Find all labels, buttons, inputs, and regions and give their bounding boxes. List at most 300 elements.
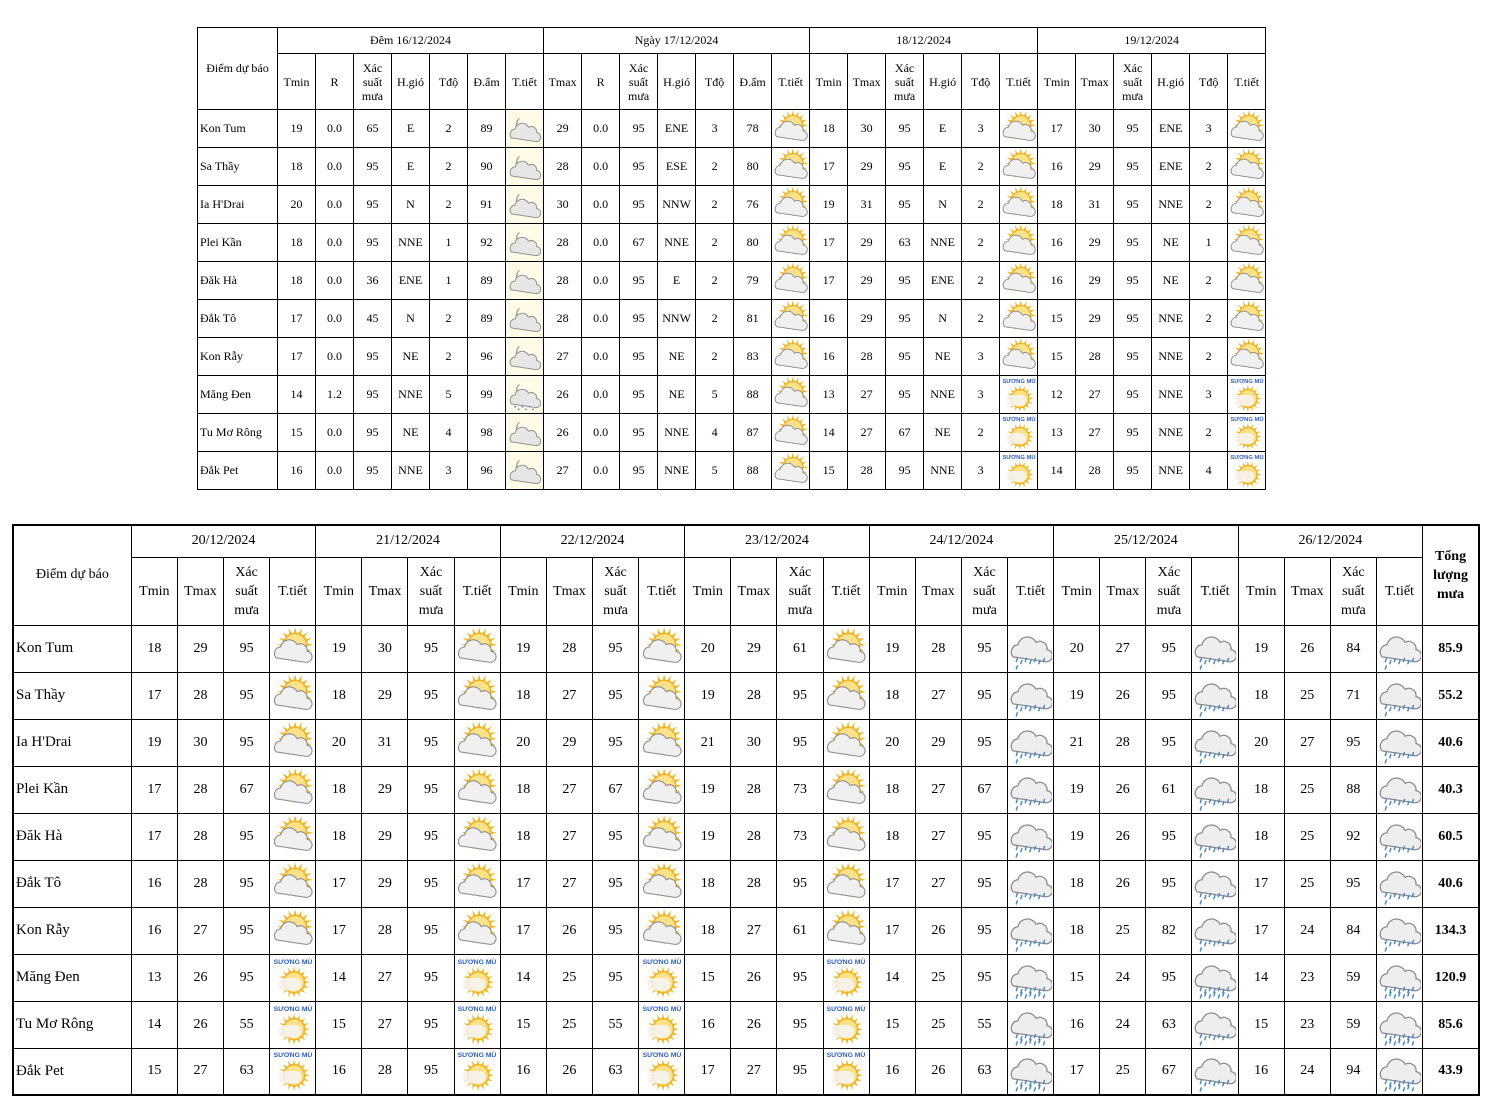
value-cell: 95 xyxy=(1146,954,1192,1001)
value-cell: 19 xyxy=(131,719,177,766)
value-cell: 95 xyxy=(886,376,924,414)
heavy-rain-icon xyxy=(1010,1050,1052,1092)
value-cell: NNW xyxy=(658,300,696,338)
value-cell: 19 xyxy=(685,672,731,719)
value-cell: 0.0 xyxy=(316,452,354,490)
value-cell: 95 xyxy=(777,954,823,1001)
col-header-ttiet: T.tiết xyxy=(454,557,500,625)
value-cell: 26 xyxy=(1100,672,1146,719)
fog-icon xyxy=(1229,415,1265,451)
col-header-tmin: Tmin xyxy=(1238,557,1284,625)
value-cell: 95 xyxy=(354,452,392,490)
value-cell: 91 xyxy=(468,186,506,224)
col-header-hgio: H.gió xyxy=(658,54,696,110)
value-cell: 17 xyxy=(810,262,848,300)
value-cell: 16 xyxy=(685,1001,731,1048)
value-cell: 14 xyxy=(869,954,915,1001)
value-cell: 26 xyxy=(1100,766,1146,813)
value-cell: 95 xyxy=(354,186,392,224)
value-cell: 28 xyxy=(848,338,886,376)
value-cell: 28 xyxy=(177,672,223,719)
value-cell: 29 xyxy=(362,860,408,907)
value-cell: 2 xyxy=(1190,338,1228,376)
weather-cell xyxy=(823,625,869,672)
value-cell: 15 xyxy=(810,452,848,490)
value-cell: 95 xyxy=(224,907,270,954)
value-cell: 24 xyxy=(1100,1001,1146,1048)
weather-cell xyxy=(1192,672,1238,719)
value-cell: 15 xyxy=(131,1048,177,1095)
value-cell: 95 xyxy=(224,719,270,766)
weather-cell xyxy=(823,954,869,1001)
value-cell: NNW xyxy=(658,186,696,224)
value-cell: 28 xyxy=(1100,719,1146,766)
col-header-tdo: Tđộ xyxy=(1190,54,1228,110)
value-cell: 21 xyxy=(1054,719,1100,766)
rain-icon xyxy=(1010,816,1052,858)
col-header-rain-prob: Xác suất mưa xyxy=(886,54,924,110)
value-cell: 26 xyxy=(1284,625,1330,672)
weather-cell xyxy=(772,148,810,186)
value-cell: 90 xyxy=(468,148,506,186)
value-cell: 63 xyxy=(592,1048,638,1095)
value-cell: 27 xyxy=(362,954,408,1001)
weather-cell xyxy=(270,672,316,719)
value-cell: 28 xyxy=(731,813,777,860)
value-cell: 89 xyxy=(468,110,506,148)
col-header-tmin: Tmin xyxy=(1038,54,1076,110)
fog-icon xyxy=(641,1050,683,1092)
value-cell: 2 xyxy=(696,186,734,224)
value-cell: 2 xyxy=(696,338,734,376)
rain-icon xyxy=(1010,628,1052,670)
value-cell: 16 xyxy=(1054,1001,1100,1048)
value-cell: 17 xyxy=(316,907,362,954)
value-cell: 26 xyxy=(915,1048,961,1095)
total-rain-value: 40.3 xyxy=(1423,766,1479,813)
svg-text:SƯƠNG MÙ: SƯƠNG MÙ xyxy=(826,958,866,966)
day-header: 21/12/2024 xyxy=(316,525,500,557)
value-cell: 25 xyxy=(1100,1048,1146,1095)
sun-cloud-icon xyxy=(641,863,683,905)
weather-cell xyxy=(823,719,869,766)
svg-text:SƯƠNG MÙ: SƯƠNG MÙ xyxy=(642,1005,681,1013)
weather-cell xyxy=(1228,452,1266,490)
value-cell: 26 xyxy=(546,907,592,954)
table-row xyxy=(13,719,1479,766)
value-cell: 2 xyxy=(430,148,468,186)
total-rain-value: 85.6 xyxy=(1423,1001,1479,1048)
fog-icon xyxy=(456,1050,498,1092)
table-row xyxy=(198,300,1266,338)
value-cell: 0.0 xyxy=(582,452,620,490)
svg-text:SƯƠNG MÙ: SƯƠNG MÙ xyxy=(457,958,497,966)
value-cell: 5 xyxy=(430,376,468,414)
value-cell: 81 xyxy=(734,300,772,338)
sun-cloud-icon xyxy=(773,453,809,489)
table-row xyxy=(13,1048,1479,1095)
total-rain-value: 43.9 xyxy=(1423,1048,1479,1095)
value-cell: 28 xyxy=(1076,452,1114,490)
value-cell: 17 xyxy=(869,907,915,954)
value-cell: 3 xyxy=(962,110,1000,148)
heavy-rain-icon xyxy=(1194,957,1236,999)
fog-icon xyxy=(825,1050,867,1092)
value-cell: 29 xyxy=(1076,262,1114,300)
day-header: Ngày 17/12/2024 xyxy=(544,28,810,54)
value-cell: NE xyxy=(1152,224,1190,262)
fog-icon xyxy=(272,957,314,999)
weather-cell xyxy=(454,1048,500,1095)
value-cell: 99 xyxy=(468,376,506,414)
sun-cloud-icon xyxy=(456,769,498,811)
svg-text:SƯƠNG MÙ: SƯƠNG MÙ xyxy=(826,1052,866,1060)
day-header: 25/12/2024 xyxy=(1054,525,1238,557)
value-cell: NNE xyxy=(1152,376,1190,414)
value-cell: 18 xyxy=(869,813,915,860)
value-cell: 25 xyxy=(1284,860,1330,907)
value-cell: 18 xyxy=(1238,766,1284,813)
fog-icon xyxy=(1229,377,1265,413)
value-cell: ENE xyxy=(392,262,430,300)
value-cell: 30 xyxy=(848,110,886,148)
value-cell: 29 xyxy=(915,719,961,766)
station-header: Điểm dự báo xyxy=(13,525,131,625)
value-cell: 28 xyxy=(731,860,777,907)
svg-text:SƯƠNG MÙ: SƯƠNG MÙ xyxy=(457,1052,497,1060)
sun-cloud-icon xyxy=(456,628,498,670)
value-cell: NNE xyxy=(658,224,696,262)
sun-cloud-icon xyxy=(1001,339,1037,375)
weather-cell xyxy=(1000,338,1038,376)
weather-cell xyxy=(454,672,500,719)
value-cell: NNE xyxy=(658,452,696,490)
day-header: Đêm 16/12/2024 xyxy=(278,28,544,54)
value-cell: 3 xyxy=(1190,110,1228,148)
value-cell: 25 xyxy=(1284,813,1330,860)
value-cell: ENE xyxy=(924,262,962,300)
value-cell: 29 xyxy=(848,224,886,262)
value-cell: 27 xyxy=(544,338,582,376)
value-cell: 19 xyxy=(1054,813,1100,860)
value-cell: 16 xyxy=(1038,148,1076,186)
sun-cloud-icon xyxy=(272,722,314,764)
value-cell: 30 xyxy=(1076,110,1114,148)
value-cell: 4 xyxy=(696,414,734,452)
svg-text:SƯƠNG MÙ: SƯƠNG MÙ xyxy=(1002,454,1036,461)
svg-text:SƯƠNG MÙ: SƯƠNG MÙ xyxy=(1002,378,1036,385)
value-cell: 15 xyxy=(1238,1001,1284,1048)
col-header-rain-prob: Xác suất mưa xyxy=(592,557,638,625)
table-row xyxy=(198,224,1266,262)
station-name: Kon Rẫy xyxy=(198,338,278,376)
value-cell: 29 xyxy=(1076,300,1114,338)
value-cell: 96 xyxy=(468,338,506,376)
value-cell: 13 xyxy=(1038,414,1076,452)
weather-cell xyxy=(823,672,869,719)
value-cell: 95 xyxy=(1114,148,1152,186)
col-header-hgio: H.gió xyxy=(1152,54,1190,110)
sun-cloud-icon xyxy=(773,187,809,223)
sun-cloud-icon xyxy=(1229,111,1265,147)
value-cell: 63 xyxy=(224,1048,270,1095)
value-cell: 23 xyxy=(1284,954,1330,1001)
weather-cell xyxy=(1376,1048,1422,1095)
table-row xyxy=(198,414,1266,452)
value-cell: 88 xyxy=(734,452,772,490)
col-header-tmax: Tmax xyxy=(177,557,223,625)
col-header-rain-prob: Xác suất mưa xyxy=(1114,54,1152,110)
weather-cell xyxy=(639,954,685,1001)
value-cell: 95 xyxy=(1146,719,1192,766)
value-cell: 15 xyxy=(316,1001,362,1048)
value-cell: 17 xyxy=(869,860,915,907)
sun-cloud-icon xyxy=(1229,263,1265,299)
value-cell: 88 xyxy=(1330,766,1376,813)
rain-icon xyxy=(1010,863,1052,905)
value-cell: 20 xyxy=(500,719,546,766)
value-cell: NE xyxy=(924,338,962,376)
weather-cell xyxy=(772,186,810,224)
value-cell: 73 xyxy=(777,766,823,813)
value-cell: 16 xyxy=(1238,1048,1284,1095)
col-header-tdo: Tđộ xyxy=(430,54,468,110)
station-name: Đăk Hà xyxy=(13,813,131,860)
day-header: 19/12/2024 xyxy=(1038,28,1266,54)
fog-icon xyxy=(641,957,683,999)
value-cell: 94 xyxy=(1330,1048,1376,1095)
value-cell: 19 xyxy=(316,625,362,672)
sun-cloud-icon xyxy=(825,628,867,670)
value-cell: 30 xyxy=(362,625,408,672)
night-cloud-icon xyxy=(507,339,543,375)
value-cell: E xyxy=(658,262,696,300)
value-cell: E xyxy=(392,110,430,148)
station-name: Đắk Tô xyxy=(198,300,278,338)
value-cell: 27 xyxy=(177,1048,223,1095)
weather-cell xyxy=(1008,907,1054,954)
value-cell: 2 xyxy=(696,224,734,262)
value-cell: 95 xyxy=(592,719,638,766)
value-cell: 3 xyxy=(962,376,1000,414)
rain-icon xyxy=(1379,910,1421,952)
weather-cell xyxy=(1228,148,1266,186)
value-cell: 17 xyxy=(500,907,546,954)
value-cell: 27 xyxy=(1076,376,1114,414)
svg-text:SƯƠNG MÙ: SƯƠNG MÙ xyxy=(826,1005,866,1013)
value-cell: 16 xyxy=(1038,262,1076,300)
col-header-tmax: Tmax xyxy=(848,54,886,110)
svg-text:SƯƠNG MÙ: SƯƠNG MÙ xyxy=(273,1052,313,1060)
value-cell: E xyxy=(924,110,962,148)
rain-icon xyxy=(1379,769,1421,811)
value-cell: 15 xyxy=(278,414,316,452)
total-rain-value: 55.2 xyxy=(1423,672,1479,719)
value-cell: 95 xyxy=(886,148,924,186)
weather-cell xyxy=(1008,766,1054,813)
weather-cell xyxy=(1000,376,1038,414)
value-cell: NNE xyxy=(1152,414,1190,452)
station-name: Đắk Pet xyxy=(198,452,278,490)
value-cell: 18 xyxy=(685,860,731,907)
svg-text:SƯƠNG MÙ: SƯƠNG MÙ xyxy=(1230,378,1264,385)
value-cell: NNE xyxy=(1152,338,1190,376)
weather-cell xyxy=(1228,186,1266,224)
value-cell: 95 xyxy=(620,110,658,148)
value-cell: 28 xyxy=(731,766,777,813)
svg-text:SƯƠNG MÙ: SƯƠNG MÙ xyxy=(642,958,681,966)
weather-cell xyxy=(1228,376,1266,414)
col-header-tmax: Tmax xyxy=(915,557,961,625)
value-cell: 29 xyxy=(1076,148,1114,186)
value-cell: 95 xyxy=(620,376,658,414)
day-header: 22/12/2024 xyxy=(500,525,684,557)
value-cell: 4 xyxy=(1190,452,1228,490)
sun-cloud-icon xyxy=(1001,149,1037,185)
total-rain-value: 134.3 xyxy=(1423,907,1479,954)
value-cell: 2 xyxy=(430,110,468,148)
weather-cell xyxy=(1376,813,1422,860)
sun-cloud-icon xyxy=(641,722,683,764)
value-cell: NNE xyxy=(1152,452,1190,490)
value-cell: 95 xyxy=(777,672,823,719)
value-cell: 24 xyxy=(1284,1048,1330,1095)
value-cell: 84 xyxy=(1330,907,1376,954)
value-cell: 2 xyxy=(696,300,734,338)
value-cell: 18 xyxy=(278,148,316,186)
weather-cell xyxy=(823,1001,869,1048)
col-header-tmin: Tmin xyxy=(685,557,731,625)
sun-cloud-icon xyxy=(1001,263,1037,299)
value-cell: 67 xyxy=(224,766,270,813)
weather-cell xyxy=(639,813,685,860)
value-cell: 19 xyxy=(685,766,731,813)
sun-cloud-icon xyxy=(825,722,867,764)
value-cell: 95 xyxy=(224,625,270,672)
station-name: Plei Kần xyxy=(13,766,131,813)
value-cell: 28 xyxy=(731,672,777,719)
rain-icon xyxy=(1010,769,1052,811)
value-cell: 84 xyxy=(1330,625,1376,672)
weather-cell xyxy=(1008,813,1054,860)
value-cell: 31 xyxy=(362,719,408,766)
value-cell: 2 xyxy=(1190,186,1228,224)
value-cell: 95 xyxy=(620,338,658,376)
svg-text:SƯƠNG MÙ: SƯƠNG MÙ xyxy=(642,1052,681,1060)
rain-icon xyxy=(1194,1004,1236,1046)
value-cell: 13 xyxy=(810,376,848,414)
value-cell: 61 xyxy=(777,625,823,672)
sun-cloud-icon xyxy=(641,769,683,811)
value-cell: 92 xyxy=(468,224,506,262)
sun-cloud-icon xyxy=(825,769,867,811)
value-cell: 95 xyxy=(1146,813,1192,860)
svg-text:SƯƠNG MÙ: SƯƠNG MÙ xyxy=(273,1005,313,1013)
weather-cell xyxy=(1000,300,1038,338)
col-header-dam: Đ.ẩm xyxy=(468,54,506,110)
value-cell: 87 xyxy=(734,414,772,452)
value-cell: 36 xyxy=(354,262,392,300)
weather-cell xyxy=(1008,954,1054,1001)
weather-cell xyxy=(772,338,810,376)
weather-cell xyxy=(270,1001,316,1048)
sun-cloud-icon xyxy=(1229,225,1265,261)
value-cell: 26 xyxy=(546,1048,592,1095)
value-cell: 19 xyxy=(278,110,316,148)
value-cell: 18 xyxy=(316,672,362,719)
weather-cell xyxy=(506,262,544,300)
total-rain-value: 40.6 xyxy=(1423,719,1479,766)
table-row xyxy=(198,262,1266,300)
sun-cloud-icon xyxy=(773,339,809,375)
weather-cell xyxy=(1228,414,1266,452)
value-cell: 18 xyxy=(869,672,915,719)
value-cell: 18 xyxy=(810,110,848,148)
value-cell: 15 xyxy=(685,954,731,1001)
weather-cell xyxy=(639,719,685,766)
sun-cloud-icon xyxy=(1229,149,1265,185)
svg-text:SƯƠNG MÙ: SƯƠNG MÙ xyxy=(1230,454,1264,461)
value-cell: 28 xyxy=(544,224,582,262)
fog-icon xyxy=(1001,415,1037,451)
weather-cell xyxy=(1008,719,1054,766)
weather-cell xyxy=(1376,672,1422,719)
value-cell: 0.0 xyxy=(582,414,620,452)
weather-cell xyxy=(1376,766,1422,813)
weather-cell xyxy=(454,813,500,860)
sun-cloud-icon xyxy=(773,301,809,337)
value-cell: 95 xyxy=(354,148,392,186)
value-cell: 17 xyxy=(1238,860,1284,907)
weather-cell xyxy=(772,414,810,452)
value-cell: 2 xyxy=(430,300,468,338)
value-cell: 30 xyxy=(544,186,582,224)
value-cell: 0.0 xyxy=(582,300,620,338)
value-cell: NNE xyxy=(1152,186,1190,224)
day-header: 18/12/2024 xyxy=(810,28,1038,54)
value-cell: 45 xyxy=(354,300,392,338)
weather-cell xyxy=(1228,224,1266,262)
value-cell: 24 xyxy=(1100,954,1146,1001)
value-cell: 26 xyxy=(1100,813,1146,860)
value-cell: 25 xyxy=(915,954,961,1001)
value-cell: 95 xyxy=(1114,224,1152,262)
rain-icon xyxy=(1010,910,1052,952)
value-cell: 63 xyxy=(886,224,924,262)
value-cell: 25 xyxy=(1100,907,1146,954)
value-cell: N xyxy=(392,186,430,224)
value-cell: 25 xyxy=(915,1001,961,1048)
value-cell: 95 xyxy=(961,907,1007,954)
value-cell: 20 xyxy=(869,719,915,766)
value-cell: 18 xyxy=(278,224,316,262)
rain-icon xyxy=(1379,816,1421,858)
col-header-tmin: Tmin xyxy=(1054,557,1100,625)
value-cell: 2 xyxy=(962,186,1000,224)
sun-cloud-icon xyxy=(1001,301,1037,337)
value-cell: 29 xyxy=(362,672,408,719)
value-cell: NE xyxy=(1152,262,1190,300)
heavy-rain-icon xyxy=(1379,1004,1421,1046)
col-header-tmax: Tmax xyxy=(362,557,408,625)
value-cell: 17 xyxy=(685,1048,731,1095)
value-cell: NNE xyxy=(392,224,430,262)
value-cell: 20 xyxy=(1054,625,1100,672)
fog-icon xyxy=(456,1004,498,1046)
value-cell: 95 xyxy=(961,625,1007,672)
value-cell: 95 xyxy=(886,262,924,300)
weather-cell xyxy=(454,954,500,1001)
